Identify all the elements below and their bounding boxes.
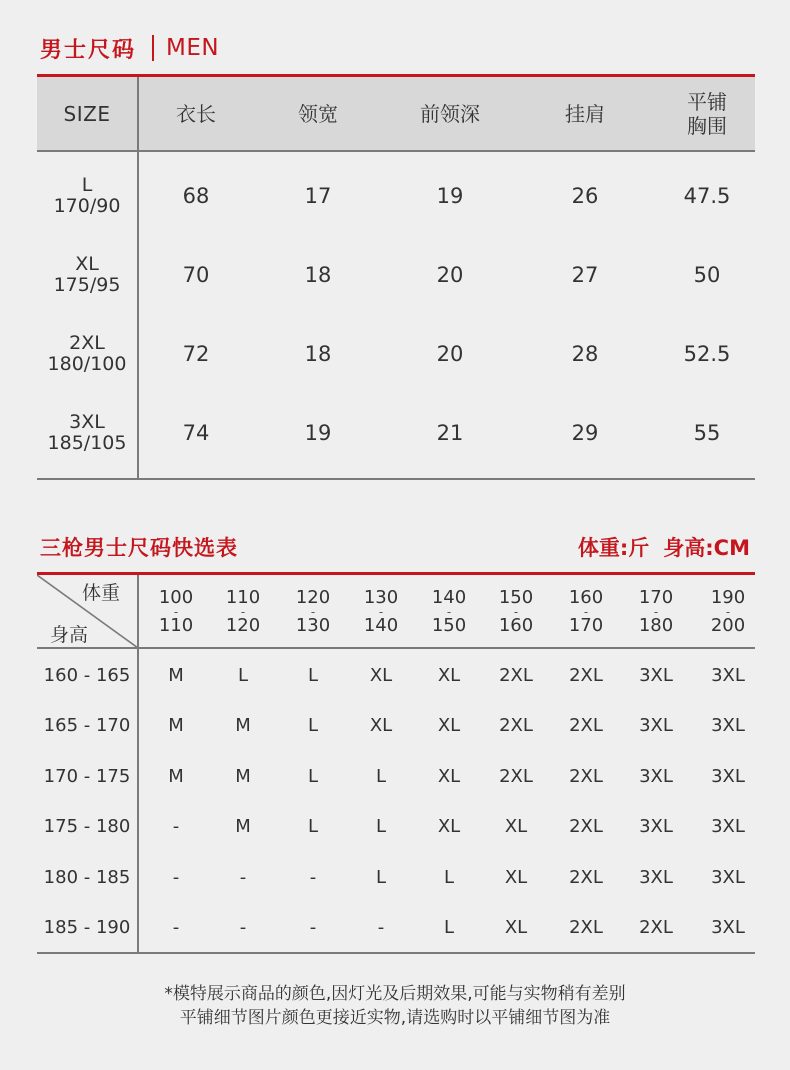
recommended-size: 3XL bbox=[639, 816, 673, 838]
weight-dash: - bbox=[173, 605, 179, 619]
measure-value: 28 bbox=[571, 341, 599, 366]
height-range: 185 - 190 bbox=[43, 917, 131, 939]
recommended-size: - bbox=[239, 917, 247, 939]
size-label bbox=[37, 235, 137, 314]
header-size: SIZE bbox=[63, 102, 111, 126]
height-range: 160 - 165 bbox=[43, 664, 131, 686]
recommended-size: - bbox=[377, 917, 385, 939]
quick-select-units bbox=[578, 530, 750, 564]
weight-to: 120 bbox=[225, 615, 261, 636]
recommended-size: XL bbox=[504, 816, 528, 838]
recommended-size: M bbox=[235, 765, 251, 787]
recommended-size: XL bbox=[504, 917, 528, 939]
measure-value: 19 bbox=[436, 183, 464, 208]
weight-dash: - bbox=[310, 605, 316, 619]
recommended-size: 2XL bbox=[499, 765, 533, 787]
recommended-size: 2XL bbox=[499, 715, 533, 737]
weight-from: 160 bbox=[568, 587, 604, 608]
header-measure: 领宽 bbox=[298, 102, 338, 126]
footnote-line-2: 平铺细节图片颜色更接近实物,请选购时以平铺细节图为准 bbox=[179, 1008, 611, 1028]
recommended-size: L bbox=[307, 715, 319, 737]
recommended-size: 2XL bbox=[499, 664, 533, 686]
size-spec: 175/95 bbox=[53, 273, 121, 296]
measure-value: 50 bbox=[693, 262, 721, 287]
recommended-size: M bbox=[168, 664, 184, 686]
weight-range bbox=[211, 580, 275, 644]
recommended-size: 3XL bbox=[711, 866, 745, 888]
size-label bbox=[37, 393, 137, 472]
title-zh: 男士尺码 bbox=[40, 37, 137, 63]
header-measure: 衣长 bbox=[176, 102, 216, 126]
recommended-size: - bbox=[309, 866, 317, 888]
weight-dash: - bbox=[513, 605, 519, 619]
header-measure: 前领深 bbox=[420, 102, 480, 126]
weight-dash: - bbox=[725, 605, 731, 619]
recommended-size: - bbox=[309, 917, 317, 939]
size-spec: 170/90 bbox=[53, 194, 121, 217]
weight-to: 160 bbox=[498, 615, 534, 636]
size-spec: 185/105 bbox=[47, 431, 127, 454]
recommended-size: 2XL bbox=[639, 917, 673, 939]
measure-value: 72 bbox=[182, 341, 210, 366]
weight-dash: - bbox=[446, 605, 452, 619]
size-code: L bbox=[81, 173, 93, 196]
measure-value: 21 bbox=[436, 420, 464, 445]
measure-value: 18 bbox=[304, 262, 332, 287]
recommended-size: 3XL bbox=[639, 715, 673, 737]
recommended-size: - bbox=[172, 816, 180, 838]
size-label bbox=[37, 314, 137, 393]
recommended-size: M bbox=[168, 765, 184, 787]
unit-height: 身高:CM bbox=[663, 536, 750, 560]
measure-value: 70 bbox=[182, 262, 210, 287]
measure-value: 52.5 bbox=[683, 341, 731, 366]
weight-from: 110 bbox=[225, 587, 261, 608]
measure-value: 20 bbox=[436, 262, 464, 287]
recommended-size: L bbox=[375, 765, 387, 787]
measure-value: 18 bbox=[304, 341, 332, 366]
men-size-title bbox=[40, 30, 219, 66]
measure-value: 20 bbox=[436, 341, 464, 366]
recommended-size: 3XL bbox=[639, 664, 673, 686]
weight-to: 130 bbox=[295, 615, 331, 636]
recommended-size: XL bbox=[437, 715, 461, 737]
weight-to: 150 bbox=[431, 615, 467, 636]
weight-range bbox=[417, 580, 481, 644]
weight-range bbox=[349, 580, 413, 644]
recommended-size: 3XL bbox=[711, 765, 745, 787]
recommended-size: XL bbox=[437, 664, 461, 686]
recommended-size: 3XL bbox=[639, 765, 673, 787]
weight-range bbox=[554, 580, 618, 644]
weight-to: 110 bbox=[158, 615, 194, 636]
header-measure: 平铺 胸围 bbox=[687, 90, 727, 138]
weight-from: 120 bbox=[295, 587, 331, 608]
recommended-size: 2XL bbox=[569, 917, 603, 939]
recommended-size: XL bbox=[437, 816, 461, 838]
weight-from: 100 bbox=[158, 587, 194, 608]
corner-weight-label: 体重 bbox=[82, 582, 121, 604]
recommended-size: 2XL bbox=[569, 866, 603, 888]
recommended-size: XL bbox=[369, 664, 393, 686]
header-measure: 挂肩 bbox=[565, 102, 605, 126]
recommended-size: 3XL bbox=[711, 664, 745, 686]
red-rule-quick bbox=[37, 572, 755, 575]
quick-table-column-divider bbox=[137, 575, 139, 953]
measure-value: 17 bbox=[304, 183, 332, 208]
weight-dash: - bbox=[240, 605, 246, 619]
recommended-size: L bbox=[307, 816, 319, 838]
recommended-size: - bbox=[172, 866, 180, 888]
weight-from: 130 bbox=[363, 587, 399, 608]
recommended-size: XL bbox=[504, 866, 528, 888]
weight-from: 140 bbox=[431, 587, 467, 608]
recommended-size: XL bbox=[437, 765, 461, 787]
recommended-size: 3XL bbox=[639, 866, 673, 888]
recommended-size: XL bbox=[369, 715, 393, 737]
weight-to: 140 bbox=[363, 615, 399, 636]
weight-from: 190 bbox=[710, 587, 746, 608]
weight-from: 170 bbox=[638, 587, 674, 608]
recommended-size: 3XL bbox=[711, 917, 745, 939]
measure-value: 29 bbox=[571, 420, 599, 445]
footnote-line-1: *模特展示商品的颜色,因灯光及后期效果,可能与实物稍有差别 bbox=[164, 984, 626, 1004]
weight-dash: - bbox=[378, 605, 384, 619]
weight-to: 180 bbox=[638, 615, 674, 636]
recommended-size: 2XL bbox=[569, 816, 603, 838]
size-spec: 180/100 bbox=[47, 352, 127, 375]
recommended-size: L bbox=[307, 765, 319, 787]
measure-value: 26 bbox=[571, 183, 599, 208]
weight-range bbox=[281, 580, 345, 644]
corner-height-label: 身高 bbox=[50, 624, 89, 646]
weight-to: 200 bbox=[710, 615, 746, 636]
recommended-size: L bbox=[237, 664, 249, 686]
quick-select-title: 三枪男士尺码快选表 bbox=[40, 536, 238, 560]
recommended-size: 2XL bbox=[569, 765, 603, 787]
recommended-size: - bbox=[239, 866, 247, 888]
measure-value: 19 bbox=[304, 420, 332, 445]
recommended-size: L bbox=[375, 816, 387, 838]
recommended-size: - bbox=[172, 917, 180, 939]
recommended-size: 2XL bbox=[569, 715, 603, 737]
size-label bbox=[37, 156, 137, 235]
weight-range bbox=[624, 580, 688, 644]
recommended-size: 3XL bbox=[711, 816, 745, 838]
size-table-bottom-rule bbox=[37, 478, 755, 480]
height-range: 165 - 170 bbox=[43, 715, 131, 737]
measure-value: 27 bbox=[571, 262, 599, 287]
weight-range bbox=[484, 580, 548, 644]
quick-table-header-divider bbox=[37, 647, 755, 649]
measure-value: 68 bbox=[182, 183, 210, 208]
weight-range bbox=[696, 580, 760, 644]
measure-value: 47.5 bbox=[683, 183, 731, 208]
weight-from: 150 bbox=[498, 587, 534, 608]
recommended-size: M bbox=[168, 715, 184, 737]
measure-value: 55 bbox=[693, 420, 721, 445]
weight-range bbox=[144, 580, 208, 644]
height-range: 175 - 180 bbox=[43, 816, 131, 838]
weight-dash: - bbox=[653, 605, 659, 619]
height-range: 180 - 185 bbox=[43, 866, 131, 888]
recommended-size: L bbox=[443, 866, 455, 888]
measure-value: 74 bbox=[182, 420, 210, 445]
recommended-size: M bbox=[235, 715, 251, 737]
weight-to: 170 bbox=[568, 615, 604, 636]
size-code: 3XL bbox=[69, 410, 105, 433]
unit-weight: 体重:斤 bbox=[577, 536, 650, 560]
title-en: MEN bbox=[166, 35, 220, 61]
recommended-size: 2XL bbox=[569, 664, 603, 686]
size-code: 2XL bbox=[69, 331, 105, 354]
title-separator bbox=[152, 35, 154, 61]
footnote bbox=[0, 982, 790, 1030]
size-code: XL bbox=[75, 252, 99, 275]
recommended-size: 3XL bbox=[711, 715, 745, 737]
recommended-size: M bbox=[235, 816, 251, 838]
recommended-size: L bbox=[443, 917, 455, 939]
recommended-size: L bbox=[375, 866, 387, 888]
weight-dash: - bbox=[583, 605, 589, 619]
recommended-size: L bbox=[307, 664, 319, 686]
height-range: 170 - 175 bbox=[43, 765, 131, 787]
